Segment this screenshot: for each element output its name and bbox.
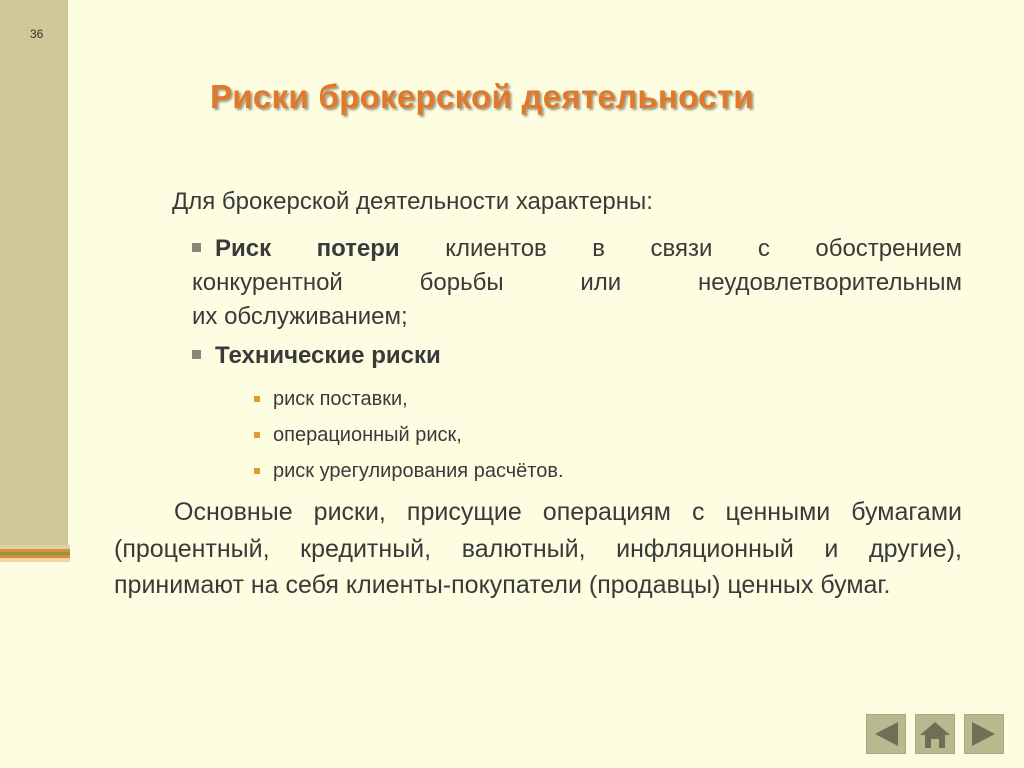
next-slide-button[interactable] (964, 714, 1004, 754)
home-icon (916, 715, 954, 753)
list-item (254, 453, 564, 489)
sub-bullet-icon (254, 432, 260, 438)
sub-bullet-icon (254, 396, 260, 402)
list-item (254, 381, 564, 417)
slide-title: Риски брокерской деятельности (210, 78, 754, 115)
bullet-text: клиентов в связи с обострением (445, 235, 963, 262)
arrow-left-icon (867, 715, 905, 753)
bullet-client-loss (192, 232, 962, 334)
bullet-label: Технические риски (215, 342, 441, 369)
list-item (254, 417, 564, 453)
home-button[interactable] (915, 714, 955, 754)
list-item-text: операционный риск, (273, 424, 462, 446)
technical-risks-list (254, 381, 564, 489)
slide-number: 36 (30, 27, 44, 41)
stripe (0, 558, 70, 562)
bullet-text: конкурентной борьбы или неудовлетворительным (192, 269, 962, 296)
left-decorative-band (0, 0, 68, 545)
prev-slide-button[interactable] (866, 714, 906, 754)
conclusion-paragraph: Основные риски, присущие операциям с ценными бумагами (процентный, кредитный, валютный, инфляционный и другие), принимают на себя клиенты-покупатели (продавцы) ценных бумаг. (114, 498, 962, 599)
bullet-text: их обслуживанием; (192, 303, 408, 330)
bullet-bold-label: Риск потери (215, 235, 400, 262)
decorative-stripes (0, 545, 70, 562)
intro-text: Для брокерской деятельности характерны: (172, 188, 653, 215)
bullet-square-icon (192, 243, 201, 252)
list-item-text: риск поставки, (273, 388, 408, 410)
bullet-square-icon (192, 350, 201, 359)
arrow-right-icon (965, 715, 1003, 753)
bullet-technical-risks (192, 342, 441, 370)
list-item-text: риск урегулирования расчётов. (273, 460, 564, 482)
sub-bullet-icon (254, 468, 260, 474)
